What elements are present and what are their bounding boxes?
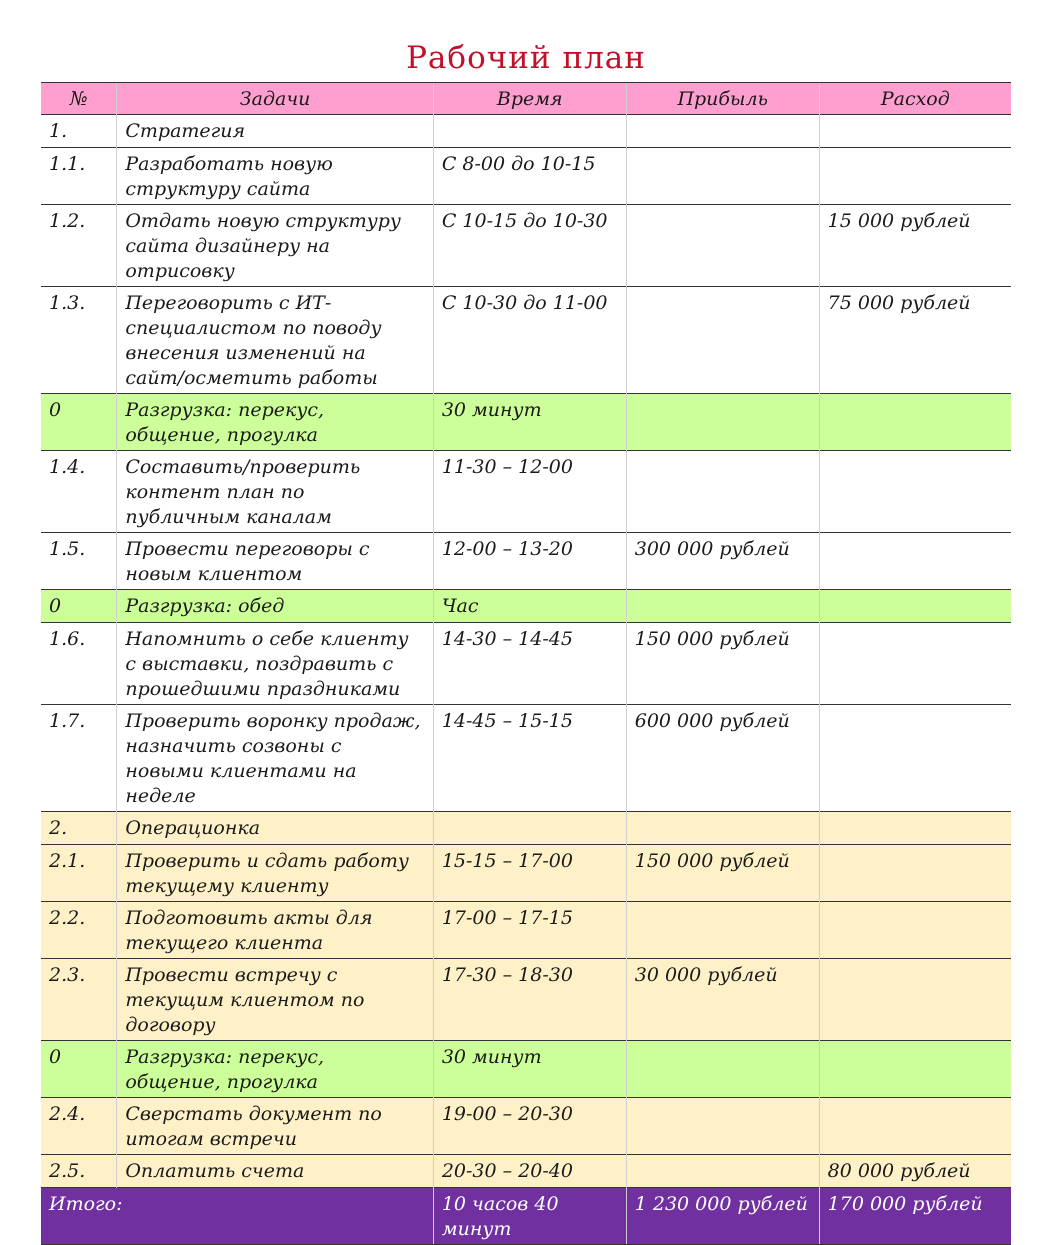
row-profit: 600 000 рублей [626, 705, 819, 812]
table-header-row [41, 83, 1011, 115]
header-profit: Прибыль [626, 83, 819, 115]
row-time: 14-30 – 14-45 [433, 623, 626, 705]
row-number: 1.2. [41, 205, 117, 287]
row-profit: 150 000 рублей [626, 623, 819, 705]
row-time [433, 115, 626, 148]
row-profit: 30 000 рублей [626, 959, 819, 1041]
table-row [41, 148, 1011, 205]
table-row [41, 1155, 1011, 1188]
row-task: Провести встречу с текущим клиентом по договору [117, 959, 433, 1041]
row-number: 0 [41, 590, 117, 623]
row-task: Проверить воронку продаж, назначить созвоны с новыми клиентами на неделе [117, 705, 433, 812]
row-number: 1. [41, 115, 117, 148]
table-row [41, 705, 1011, 812]
row-number: 0 [41, 1041, 117, 1098]
row-expense [819, 902, 1011, 959]
row-time: 12-00 – 13-20 [433, 533, 626, 590]
total-row [41, 1188, 1011, 1245]
row-task: Отдать новую структуру сайта дизайнеру на отрисовку [117, 205, 433, 287]
total-profit: 1 230 000 рублей [626, 1188, 819, 1245]
row-expense [819, 812, 1011, 845]
row-expense: 75 000 рублей [819, 287, 1011, 394]
row-number: 1.6. [41, 623, 117, 705]
row-profit [626, 812, 819, 845]
total-time: 10 часов 40 минут [433, 1188, 626, 1245]
row-profit [626, 115, 819, 148]
row-number: 2. [41, 812, 117, 845]
row-profit [626, 148, 819, 205]
row-time: 15-15 – 17-00 [433, 845, 626, 902]
row-number: 2.5. [41, 1155, 117, 1188]
table-row [41, 959, 1011, 1041]
work-plan-table [41, 82, 1011, 1245]
row-task: Сверстать документ по итогам встречи [117, 1098, 433, 1155]
row-profit [626, 205, 819, 287]
row-time: С 10-30 до 11-00 [433, 287, 626, 394]
row-time: 19-00 – 20-30 [433, 1098, 626, 1155]
row-task: Разгрузка: перекус, общение, прогулка [117, 1041, 433, 1098]
row-time: 11-30 – 12-00 [433, 451, 626, 533]
row-time: С 10-15 до 10-30 [433, 205, 626, 287]
row-profit [626, 1098, 819, 1155]
row-expense [819, 148, 1011, 205]
table-row [41, 1098, 1011, 1155]
row-expense [819, 1098, 1011, 1155]
row-expense: 80 000 рублей [819, 1155, 1011, 1188]
row-number: 1.4. [41, 451, 117, 533]
table-row [41, 205, 1011, 287]
page-title: Рабочий план [406, 40, 646, 76]
row-profit [626, 1155, 819, 1188]
row-time: 17-00 – 17-15 [433, 902, 626, 959]
row-number: 2.3. [41, 959, 117, 1041]
row-profit [626, 902, 819, 959]
row-task: Проверить и сдать работу текущему клиенту [117, 845, 433, 902]
row-expense [819, 959, 1011, 1041]
row-number: 1.7. [41, 705, 117, 812]
row-number: 1.5. [41, 533, 117, 590]
row-task: Разгрузка: перекус, общение, прогулка [117, 394, 433, 451]
row-number: 2.2. [41, 902, 117, 959]
break-row [41, 394, 1011, 451]
row-time: С 8-00 до 10-15 [433, 148, 626, 205]
table-row [41, 115, 1011, 148]
row-task: Составить/проверить контент план по публичным каналам [117, 451, 433, 533]
row-task: Стратегия [117, 115, 433, 148]
row-task: Операционка [117, 812, 433, 845]
header-time: Время [433, 83, 626, 115]
row-time: 30 минут [433, 394, 626, 451]
table-row [41, 902, 1011, 959]
row-time: 30 минут [433, 1041, 626, 1098]
row-expense [819, 590, 1011, 623]
row-task: Оплатить счета [117, 1155, 433, 1188]
row-expense [819, 394, 1011, 451]
header-number: № [41, 83, 117, 115]
table-body [41, 115, 1011, 1188]
row-time: 17-30 – 18-30 [433, 959, 626, 1041]
row-number: 0 [41, 394, 117, 451]
header-expense: Расход [819, 83, 1011, 115]
row-expense [819, 845, 1011, 902]
row-task: Подготовить акты для текущего клиента [117, 902, 433, 959]
row-task: Переговорить с ИТ-специалистом по поводу внесения изменений на сайт/осметить работы [117, 287, 433, 394]
row-profit [626, 394, 819, 451]
row-expense [819, 1041, 1011, 1098]
row-expense [819, 705, 1011, 812]
break-row [41, 1041, 1011, 1098]
total-expense: 170 000 рублей [819, 1188, 1011, 1245]
row-time: Час [433, 590, 626, 623]
header-tasks: Задачи [117, 83, 433, 115]
row-task: Разгрузка: обед [117, 590, 433, 623]
table-row [41, 533, 1011, 590]
row-expense [819, 451, 1011, 533]
table-row [41, 451, 1011, 533]
row-expense [819, 115, 1011, 148]
row-expense [819, 623, 1011, 705]
row-expense: 15 000 рублей [819, 205, 1011, 287]
row-task: Разработать новую структуру сайта [117, 148, 433, 205]
row-profit [626, 287, 819, 394]
row-time [433, 812, 626, 845]
row-profit [626, 590, 819, 623]
total-label: Итого: [41, 1188, 433, 1245]
table-row [41, 287, 1011, 394]
table-row [41, 623, 1011, 705]
table-row [41, 812, 1011, 845]
break-row [41, 590, 1011, 623]
row-time: 20-30 – 20-40 [433, 1155, 626, 1188]
row-profit [626, 1041, 819, 1098]
row-number: 2.4. [41, 1098, 117, 1155]
row-expense [819, 533, 1011, 590]
row-number: 2.1. [41, 845, 117, 902]
row-task: Провести переговоры с новым клиентом [117, 533, 433, 590]
row-profit [626, 451, 819, 533]
row-profit: 300 000 рублей [626, 533, 819, 590]
row-number: 1.3. [41, 287, 117, 394]
row-number: 1.1. [41, 148, 117, 205]
row-time: 14-45 – 15-15 [433, 705, 626, 812]
row-profit: 150 000 рублей [626, 845, 819, 902]
row-task: Напомнить о себе клиенту с выставки, поздравить с прошедшими праздниками [117, 623, 433, 705]
table-row [41, 845, 1011, 902]
